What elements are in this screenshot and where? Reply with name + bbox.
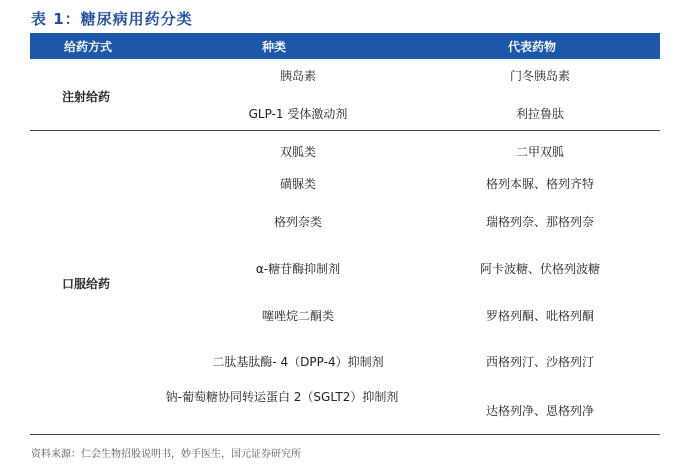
type-cell: 胰岛素 xyxy=(279,69,317,83)
type-cell: 双胍类 xyxy=(279,145,317,159)
drug-cell: 阿卡波糖、伏格列波糖 xyxy=(479,262,601,276)
header-representative: 代表药物 xyxy=(508,40,557,54)
group-label-injection: 注射给药 xyxy=(62,90,111,104)
table-title: 表 1：糖尿病用药分类 xyxy=(31,10,193,28)
type-cell: 磺脲类 xyxy=(279,177,317,191)
header-type: 种类 xyxy=(262,40,287,54)
group-divider xyxy=(30,130,660,131)
drug-cell: 西格列汀、沙格列汀 xyxy=(485,355,595,369)
drug-cell: 罗格列酮、吡格列酮 xyxy=(485,309,595,323)
header-method: 给药方式 xyxy=(64,40,113,54)
type-cell: 钠-葡萄糖协同转运蛋白 2（SGLT2）抑制剂 xyxy=(165,390,399,404)
drug-cell: 利拉鲁肽 xyxy=(515,107,565,121)
drug-cell: 二甲双胍 xyxy=(515,145,565,159)
drug-cell: 瑞格列奈、那格列奈 xyxy=(485,215,595,229)
drug-cell: 门冬胰岛素 xyxy=(509,69,571,83)
drug-cell: 达格列净、恩格列净 xyxy=(485,404,595,418)
group-label-oral: 口服给药 xyxy=(62,277,111,291)
type-cell: α-糖苷酶抑制剂 xyxy=(255,262,341,276)
drug-classification-table xyxy=(30,33,660,435)
source-note: 资料来源：仁会生物招股说明书，妙手医生，国元证券研究所 xyxy=(31,449,301,460)
type-cell: 二肽基肽酶- 4（DPP-4）抑制剂 xyxy=(212,355,384,369)
table-header xyxy=(30,33,660,59)
type-cell: GLP-1 受体激动剂 xyxy=(248,107,348,121)
table-bottom-rule xyxy=(30,434,660,435)
type-cell: 格列奈类 xyxy=(273,215,323,229)
type-cell: 噻唑烷二酮类 xyxy=(261,309,335,323)
drug-cell: 格列本脲、格列齐特 xyxy=(485,177,595,191)
